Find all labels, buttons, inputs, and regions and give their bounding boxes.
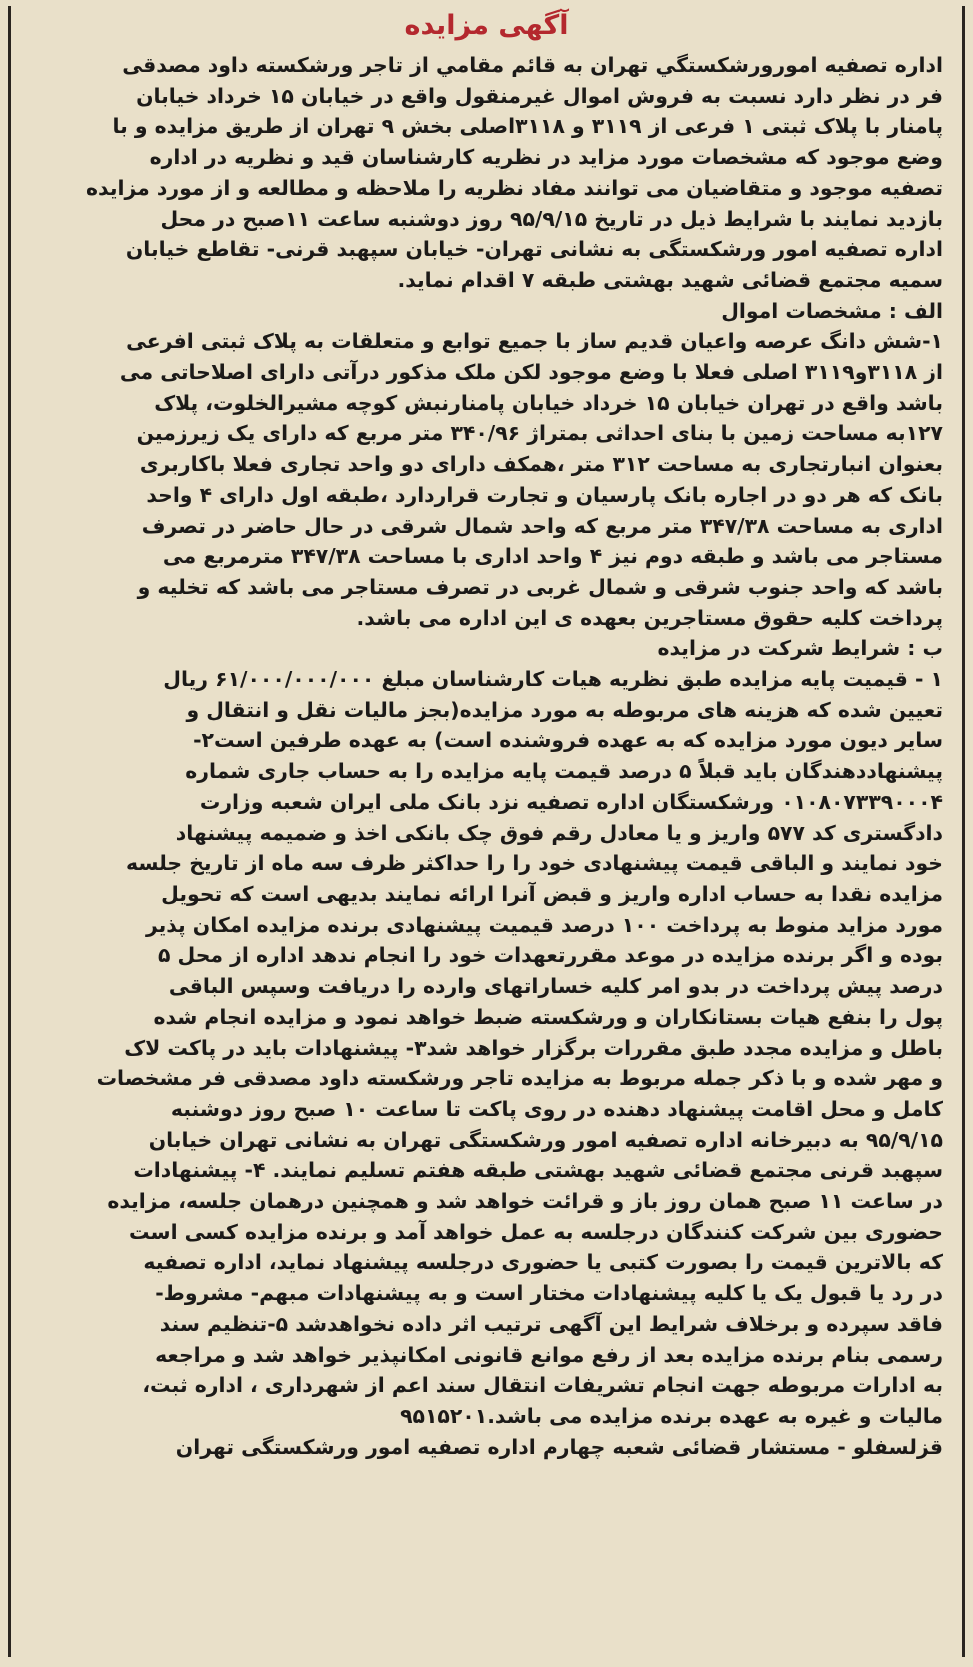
body-line: بانک که هر دو در اجاره بانک پارسیان و تجارت قراردارد ،طبقه اول دارای ۴ واحد <box>146 482 943 507</box>
body-line: بازدید نمایند با شرایط ذیل در تاریخ ۹۵/۹/۱۵ روز دوشنبه ساعت ۱۱صبح در محل <box>160 206 943 231</box>
body-line: ۹۵/۹/۱۵ به دبیرخانه اداره تصفیه امور ورشکستگی تهران به نشانی تهران خیابان <box>148 1127 943 1152</box>
body-line: سپهبد قرنی مجتمع قضائی شهید بهشتی طبقه هفتم تسلیم نمایند. ۴- پیشنهادات <box>133 1158 943 1183</box>
body-line: اداری به مساحت ۳۴۷/۳۸ متر مربع که واحد شمال شرقی در حال حاضر در تصرف <box>141 513 943 538</box>
body-line: ۱۲۷به مساحت زمین با بنای احداثی بمتراژ ۳۴۰/۹۶ متر مربع که دارای یک زیرزمین <box>136 421 943 446</box>
body-line: از ۳۱۱۸و۳۱۱۹ اصلی فعلا با وضع موجود لکن ملک مذکور درآتی دارای اصلاحاتی می <box>119 360 943 385</box>
body-line: دادگستری کد ۵۷۷ واریز و یا معادل رقم فوق چک بانکی اخذ و ضمیمه پیشنهاد <box>175 820 943 845</box>
body-line: فر در نظر دارد نسبت به فروش اموال غیرمنقول واقع در خیابان ۱۵ خرداد خیابان <box>136 83 943 108</box>
body-line: و مهر شده و با ذکر جمله مربوط به مزایده تاجر ورشکسته داود مصدقی فر مشخصات <box>96 1066 943 1091</box>
body-line: مستاجر می باشد و طبقه دوم نیز ۴ واحد اداری با مساحت ۳۴۷/۳۸ مترمربع می <box>162 544 943 569</box>
body-line: باشد که واحد جنوب شرقی و شمال غربی در تصرف مستاجر می باشد که تخلیه و <box>137 574 943 599</box>
body-line: خود نمایند و الباقی قیمت پیشنهادی خود را را حداکثر ظرف سه ماه از تاریخ جلسه <box>125 851 943 876</box>
body-line: ۱-شش دانگ عرصه واعیان قدیم ساز با جمیع توابع و متعلقات به پلاک ثبتی افرعی <box>126 329 943 354</box>
notice-body <box>14 50 959 1462</box>
body-line: که بالاترین قیمت را بصورت کتبی یا حضوری درجلسه پیشنهاد نماید، اداره تصفیه <box>143 1250 943 1275</box>
signature-line: قزلسفلو - مستشار قضائی شعبه چهارم اداره تصفیه امور ورشکستگی تهران <box>175 1434 943 1459</box>
body-line: سمیه مجتمع قضائی شهید بهشتی طبقه ۷ اقدام نماید. <box>397 267 943 292</box>
body-line: بعنوان انبارتجاری به مساحت ۳۱۲ متر ،همکف دارای دو واحد تجاری فعلا باکاربری <box>139 452 943 477</box>
body-line: تعیین شده که هزینه های مربوطه به مورد مزایده(بجز مالیات نقل و انتقال و <box>186 697 943 722</box>
body-line: مورد مزاید منوط به پرداخت ۱۰۰ درصد قیمیت پیشنهادی برنده مزایده امکان پذیر <box>145 912 943 937</box>
body-line: تصفیه موجود و متقاضیان می توانند مفاد نظریه را ملاحظه و مطالعه و از مورد مزایده <box>86 175 943 200</box>
body-line: پرداخت کلیه حقوق مستاجرین بعهده ی این اداره می باشد. <box>356 605 943 630</box>
body-line: کامل و محل اقامت پیشنهاد دهنده در روی پاکت تا ساعت ۱۰ صبح روز دوشنبه <box>170 1096 943 1121</box>
body-line: پامنار با پلاک ثبتی ۱ فرعی از ۳۱۱۹ و ۳۱۱۸اصلی بخش ۹ تهران از طریق مزایده و با <box>112 114 943 139</box>
body-line: رسمی بنام برنده مزایده بعد از رفع موانع قانونی امکانپذیر خواهد شد و مراجعه <box>155 1342 943 1367</box>
body-line: حضوری بین شرکت کنندگان درجلسه به عمل خواهد آمد و برنده مزایده کسی است <box>128 1219 943 1244</box>
body-line: سایر دیون مورد مزایده که به عهده فروشنده است) به عهده طرفین است۲- <box>193 728 943 753</box>
body-line: مالیات و غیره به عهده برنده مزایده می باشد.۹۵۱۵۲۰۱ <box>400 1403 943 1428</box>
body-line: به ادارات مربوطه جهت انجام تشریفات انتقال سند اعم از شهرداری ، اداره ثبت، <box>142 1373 943 1398</box>
body-line: ۰۱۰۸۰۷۳۳۹۰۰۰۴ ورشکستگان اداره تصفیه نزد بانک ملی ایران شعبه وزارت <box>199 789 943 814</box>
body-line: مزایده نقدا به حساب اداره واریز و قبض آنرا ارائه نمایند بدیهی است که تحویل <box>161 881 943 906</box>
border-left <box>8 6 11 1657</box>
body-line: باشد واقع در تهران خیابان ۱۵ خرداد خیابان پامنارنبش کوچه مشیرالخلوت، پلاک <box>154 390 943 415</box>
notice-title: آگهی مزایده <box>404 10 569 41</box>
body-line: ۱ - قیمیت پایه مزایده طبق نظریه هیات کارشناسان مبلغ ۶۱/۰۰۰/۰۰۰/۰۰۰ ریال <box>163 667 943 692</box>
body-line: فاقد سپرده و برخلاف شرایط این آگهی ترتیب اثر داده نخواهدشد ۵-تنظیم سند <box>159 1311 943 1336</box>
body-line: بوده و اگر برنده مزایده در موعد مقررتعهدات خود را انجام ندهد اداره از محل ۵ <box>157 943 943 968</box>
section-heading-a: الف : مشخصات اموال <box>721 298 943 323</box>
body-line: اداره تصفیه امور ورشکستگی به نشانی تهران- خیابان سپهبد قرنی- تقاطع خیابان <box>125 237 943 262</box>
body-line: وضع موجود که مشخصات مورد مزاید در نظریه کارشناسان قید و نظریه در اداره <box>149 145 943 170</box>
body-line: در ساعت ۱۱ صبح همان روز باز و قرائت خواهد شد و همچنین درهمان جلسه، مزایده <box>107 1189 943 1214</box>
body-line: باطل و مزایده مجدد طبق مقررات برگزار خواهد شد۳- پیشنهادات باید در پاکت لاک <box>124 1035 943 1060</box>
body-line: پول را بنفع هیات بستانکاران و ورشکسته ضبط خواهد نمود و مزایده انجام شده <box>153 1004 943 1029</box>
body-line: درصد پیش پرداخت در بدو امر کلیه خساراتهای وارده را دریافت وسپس الباقی <box>168 974 943 999</box>
section-heading-b: ب : شرایط شرکت در مزایده <box>657 636 943 661</box>
body-line: پیشنهاددهندگان باید قبلاً ۵ درصد قیمت پایه مزایده را به حساب جاری شماره <box>185 759 943 784</box>
body-line: اداره تصفیه امورورشکستگي تهران به قائم مقامي از تاجر ورشکسته داود مصدقی <box>122 53 943 77</box>
body-line: در رد یا قبول یک یا کلیه پیشنهادات مختار است و به پیشنهادات مبهم- مشروط- <box>155 1281 943 1306</box>
border-right <box>962 6 965 1657</box>
